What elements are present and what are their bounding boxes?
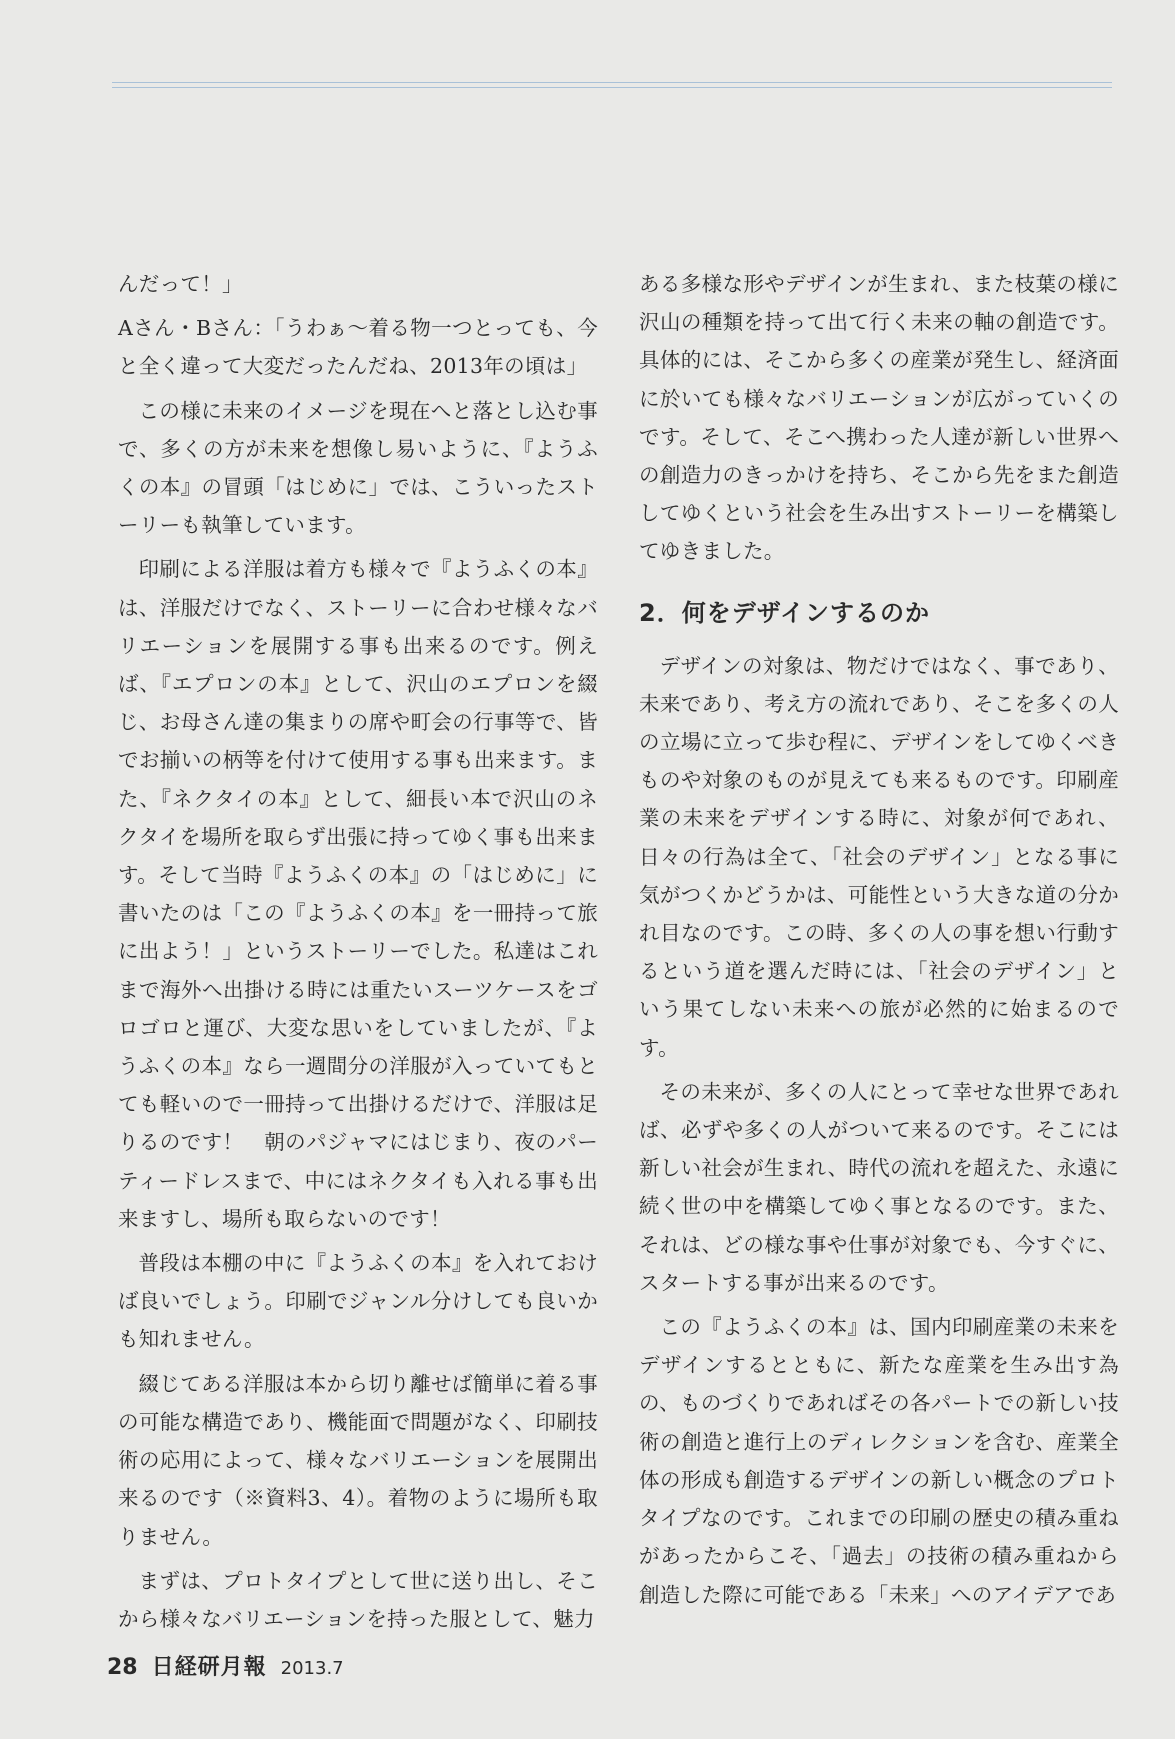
paragraph: Aさん・Bさん：「うわぁ〜着る物一つとっても、今と全く違って大変だったんだね、2013年の頃は」 xyxy=(118,316,598,379)
paragraph: その未来が、多くの人にとって幸せな世界であれば、必ずや多くの人がついて来るのです。そこには新しい社会が生まれ、時代の流れを超えた、永遠に続く世の中を構築してゆく事となるのです。また、それは、どの様な事や仕事が対象でも、今すぐに、スタートする事が出来るのです。 xyxy=(639,1079,1119,1295)
paragraph: デザインの対象は、物だけではなく、事であり、未来であり、考え方の流れであり、そこを多くの人の立場に立って歩む程に、デザインをしてゆくべきものや対象のものが見えても来るものです。印刷産業の未来をデザインする時に、対象が何であれ、日々の行為は全て、「社会のデザイン」となる事に気がつくかどうかは、可能性という大きな道の分かれ目なのです。この時、多くの人の事を想い行動するという道を選んだ時には、「社会のデザイン」という果てしない未来への旅が必然的に始まるのです。 xyxy=(639,653,1119,1060)
paragraph: まずは、プロトタイプとして世に送り出し、そこから様々なバリエーションを持った服として、魅力 xyxy=(118,1568,598,1631)
header-rule-bottom xyxy=(112,87,1112,88)
right-column xyxy=(639,265,1119,1614)
right-column-top xyxy=(639,265,1119,571)
paragraph: この様に未来のイメージを現在へと落とし込む事で、多くの方が未来を想像し易いように、『ようふくの本』の冒頭「はじめに」では、こういったストーリーも執筆しています。 xyxy=(118,398,598,538)
page-number: 28 xyxy=(107,1655,138,1680)
paragraph: この『ようふくの本』は、国内印刷産業の未来をデザインするとともに、新たな産業を生み出す為の、ものづくりであればその各パートでの新しい技術の創造と進行上のディレクションを含む、産業全体の形成も創造するデザインの新しい概念のプロトタイプなのです。これまでの印刷の歴史の積み重ねがあったからこそ、「過去」の技術の積み重ねから創造した際に可能である「未来」へのアイデアであ xyxy=(639,1315,1119,1607)
paragraph: 普段は本棚の中に『ようふくの本』を入れておけば良いでしょう。印刷でジャンル分けしても良いかも知れません。 xyxy=(118,1251,598,1352)
paragraph: 印刷による洋服は着方も様々で『ようふくの本』は、洋服だけでなく、ストーリーに合わせ様々なバリエーションを展開する事も出来るのです。例えば、『エプロンの本』として、沢山のエプロンを綴じ、お母さん達の集まりの席や町会の行事等で、皆でお揃いの柄等を付けて使用する事も出来ます。また、『ネクタイの本』として、細長い本で沢山のネクタイを場所を取らず出張に持ってゆく事も出来ます。そして当時『ようふくの本』の「はじめに」に書いたのは「この『ようふくの本』を一冊持って旅に出よう！」というストーリーでした。私達はこれまで海外へ出掛ける時には重たいスーツケースをゴロゴロと運び、大変な思いをしていましたが、『ようふくの本』なら一週間分の洋服が入っていてもとても軽いので一冊持って出掛けるだけで、洋服は足りるのです！ 朝のパジャマにはじまり、夜のパーティードレスまで、中にはネクタイも入れる事も出来ますし、場所も取らないのです！ xyxy=(118,557,598,1231)
header-rule-top xyxy=(112,82,1112,83)
section-heading: 2．何をデザインするのか xyxy=(639,598,931,627)
page-footer xyxy=(107,1650,344,1681)
paragraph: ある多様な形やデザインが生まれ、また枝葉の様に沢山の種類を持って出て行く未来の軸の創造です。具体的には、そこから多くの産業が発生し、経済面に於いても様々なバリエーションが広がっていくのです。そして、そこへ携わった人達が新しい世界への創造力のきっかけを持ち、そこから先をまた創造してゆくという社会を生み出すストーリーを構築してゆきました。 xyxy=(639,272,1119,564)
paragraph: 綴じてある洋服は本から切り離せば簡単に着る事の可能な構造であり、機能面で問題がなく、印刷技術の応用によって、様々なバリエーションを展開出来るのです（※資料3、4）。着物のように場所も取りません。 xyxy=(118,1371,598,1549)
paragraph: んだって！」 xyxy=(118,272,243,296)
journal-title: 日経研月報 xyxy=(151,1655,267,1680)
right-column-bottom xyxy=(639,647,1119,1614)
left-column xyxy=(118,265,598,1638)
issue-date: 2013.7 xyxy=(280,1658,344,1679)
